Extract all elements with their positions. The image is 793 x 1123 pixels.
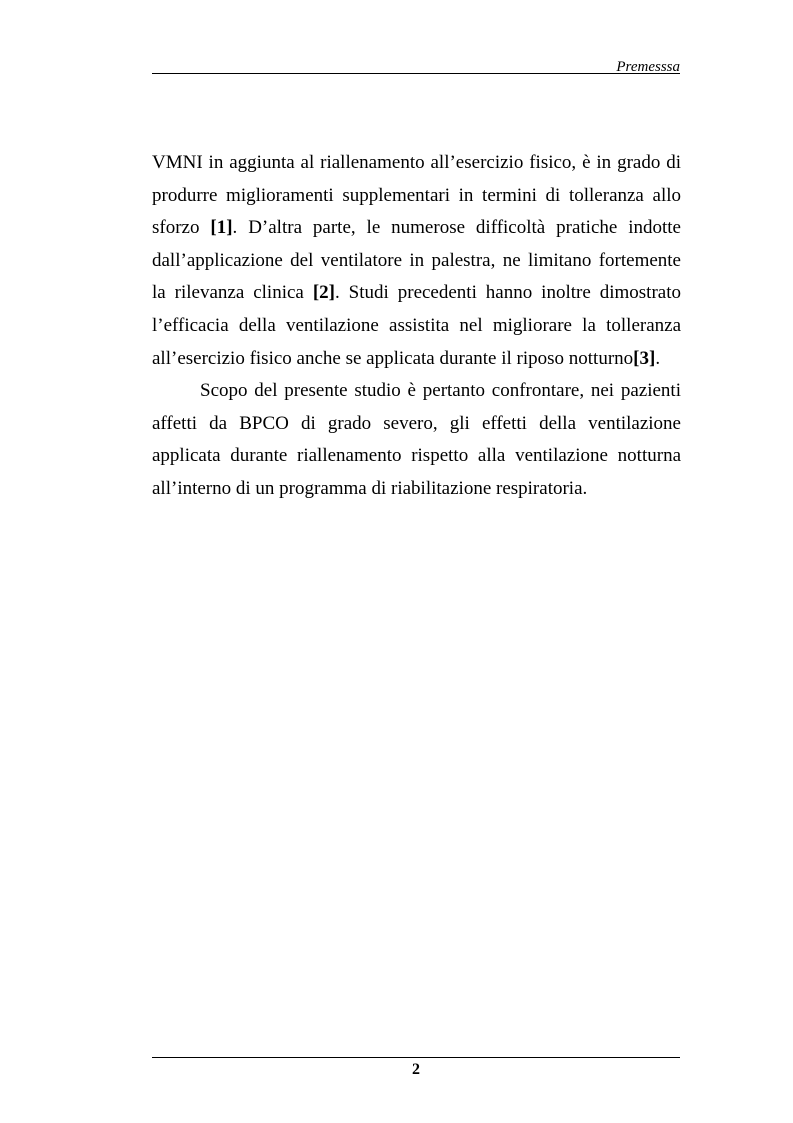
running-header-title: Premesssa [616,59,680,75]
paragraph-2: Scopo del presente studio è pertanto confrontare, nei pazienti affetti da BPCO di grado severo, gli effetti della ventilazione applicata durante riallenamento rispetto alla ventilazione notturna all’interno di un programma di riabilitazione respiratoria. [152,380,681,499]
citation-1: [1] [210,217,233,239]
paragraph-1 [152,147,681,375]
footer-rule [152,1057,680,1058]
citation-3: [3] [633,347,656,369]
header-rule [152,73,680,74]
page-header [152,56,680,76]
page-number: 2 [412,1061,420,1078]
paragraph-1-text-4: . [655,347,661,369]
citation-2: [2] [312,282,335,304]
paragraph-1-text-2: . D’altra parte, le numerose difficoltà pratiche indotte dall’applicazione del ventilatore in palestra, ne limitano fortemente la rilevanza clinica [152,217,681,304]
body-text [152,147,681,506]
paragraph-1-text-3: . Studi precedenti hanno inoltre dimostrato l’efficacia della ventilazione assistita nel migliorare la tolleranza all’esercizio fisico anche se applicata durante il riposo notturno [152,282,681,369]
paragraph-1-text-1: VMNI in aggiunta al riallenamento all’esercizio fisico, è in grado di produrre miglioramenti supplementari in termini di tolleranza allo sforzo [152,152,681,239]
